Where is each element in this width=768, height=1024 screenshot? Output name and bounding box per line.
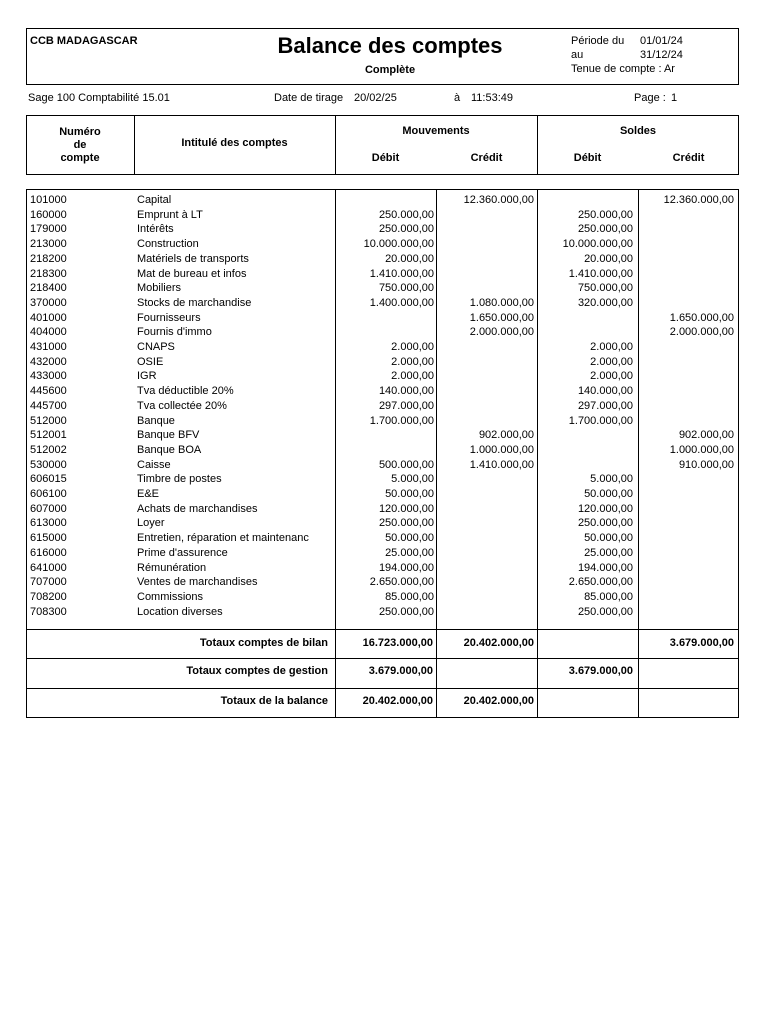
solde-debit: 85.000,00 (584, 590, 633, 603)
col-intitule: Intitulé des comptes (181, 137, 288, 149)
solde-debit: 2.000,00 (590, 370, 633, 383)
account-number: 530000 (30, 458, 67, 471)
total-bilan-mvt-debit: 16.723.000,00 (362, 637, 433, 649)
mvt-credit: 2.000.000,00 (469, 326, 534, 339)
print-time-value: 11:53:49 (471, 92, 514, 104)
table-row (26, 311, 739, 326)
solde-debit: 250.000,00 (577, 517, 633, 530)
account-label: Ventes de marchandises (137, 576, 258, 589)
row-divider (26, 629, 739, 630)
mvt-debit: 250.000,00 (378, 517, 434, 530)
solde-debit: 10.000.000,00 (562, 238, 633, 251)
solde-debit: 50.000,00 (584, 532, 633, 545)
account-number: 404000 (30, 326, 67, 339)
report-title: Balance des comptes (277, 33, 503, 58)
mvt-debit: 500.000,00 (378, 458, 434, 471)
account-number: 606100 (30, 488, 67, 500)
solde-debit: 194.000,00 (577, 561, 633, 574)
account-number: 445600 (30, 385, 67, 398)
mvt-debit: 250.000,00 (378, 223, 434, 236)
account-number: 615000 (30, 532, 67, 545)
account-label: Caisse (137, 458, 171, 471)
mvt-debit: 2.650.000,00 (369, 576, 434, 589)
solde-debit: 297.000,00 (577, 399, 633, 412)
account-label: Commissions (137, 590, 204, 603)
solde-credit: 1.000.000,00 (669, 443, 734, 456)
mvt-debit: 120.000,00 (378, 502, 434, 515)
mvt-debit: 1.410.000,00 (369, 267, 434, 280)
mvt-debit: 1.700.000,00 (369, 414, 434, 427)
account-label: Emprunt à LT (137, 208, 203, 221)
col-solde-credit: Crédit (672, 152, 705, 164)
table-row (26, 355, 739, 370)
mvt-credit: 12.360.000,00 (463, 194, 534, 206)
total-balance-label: Totaux de la balance (220, 695, 328, 707)
account-number: 707000 (30, 576, 67, 589)
account-label: Capital (137, 194, 172, 206)
solde-credit: 1.650.000,00 (669, 311, 734, 324)
account-number: 445700 (30, 399, 67, 412)
mvt-debit: 140.000,00 (378, 385, 434, 398)
account-label: Intérêts (137, 223, 174, 236)
print-date-label: Date de tirage (274, 92, 344, 104)
total-balance-mvt-credit: 20.402.000,00 (463, 695, 534, 707)
account-label: Banque BOA (137, 443, 202, 456)
mvt-debit: 2.000,00 (391, 370, 434, 383)
account-number: 613000 (30, 517, 67, 530)
account-number: 218200 (30, 252, 67, 265)
col-numero: Numéro (59, 126, 101, 138)
solde-debit: 1.700.000,00 (568, 414, 633, 427)
mvt-credit: 902.000,00 (478, 429, 534, 442)
account-label: Loyer (137, 517, 165, 530)
table-row (26, 399, 739, 414)
account-number: 431000 (30, 341, 67, 353)
table-row (26, 516, 739, 531)
solde-debit: 140.000,00 (577, 385, 633, 398)
account-label: Fournisseurs (137, 311, 201, 324)
table-row (26, 605, 739, 620)
account-number: 512001 (30, 429, 67, 442)
table-row (26, 296, 739, 311)
table-row (26, 193, 739, 208)
account-label: Stocks de marchandise (137, 296, 252, 309)
account-number: 370000 (30, 296, 67, 309)
col-compte: compte (60, 152, 100, 164)
account-label: Mat de bureau et infos (137, 267, 247, 280)
table-row (26, 531, 739, 546)
software-version: Sage 100 Comptabilité 15.01 (28, 92, 170, 104)
mvt-debit: 25.000,00 (385, 546, 434, 559)
page-number: 1 (671, 92, 678, 104)
account-number: 160000 (30, 208, 67, 221)
total-gestion-solde-debit: 3.679.000,00 (568, 665, 633, 677)
table-row (26, 325, 739, 340)
mvt-debit: 2.000,00 (391, 355, 434, 368)
solde-debit: 2.000,00 (590, 355, 633, 368)
solde-debit: 50.000,00 (584, 488, 633, 500)
account-number: 708300 (30, 605, 67, 618)
account-number: 641000 (30, 561, 67, 574)
mvt-debit: 50.000,00 (385, 488, 434, 500)
solde-debit: 320.000,00 (577, 296, 633, 309)
mvt-debit: 250.000,00 (378, 208, 434, 221)
col-de: de (73, 139, 87, 151)
solde-credit: 12.360.000,00 (663, 194, 734, 206)
account-label: Rémunération (137, 561, 207, 574)
account-number: 606015 (30, 473, 67, 486)
account-label: Entretien, réparation et maintenanc (137, 532, 309, 545)
col-solde-debit: Débit (573, 152, 602, 164)
mvt-credit: 1.000.000,00 (469, 443, 534, 456)
table-row (26, 340, 739, 355)
account-label: Tva collectée 20% (137, 399, 227, 412)
solde-debit: 5.000,00 (590, 473, 633, 486)
solde-debit: 250.000,00 (577, 208, 633, 221)
mvt-debit: 85.000,00 (385, 590, 434, 603)
table-row (26, 472, 739, 487)
table-row (26, 487, 739, 502)
period-from-label: Période du (571, 35, 625, 47)
page-label: Page : (634, 92, 666, 104)
mvt-debit: 250.000,00 (378, 605, 434, 618)
row-divider (26, 658, 739, 659)
table-row (26, 428, 739, 443)
total-gestion-label: Totaux comptes de gestion (186, 665, 328, 677)
mvt-debit: 750.000,00 (378, 282, 434, 295)
table-row (26, 590, 739, 605)
account-label: Construction (137, 238, 199, 251)
mvt-debit: 1.400.000,00 (369, 296, 434, 309)
account-number: 218400 (30, 282, 67, 295)
account-label: Mobiliers (137, 282, 182, 295)
column-divider (335, 115, 336, 175)
table-row (26, 546, 739, 561)
table-row (26, 443, 739, 458)
table-row (26, 281, 739, 296)
mvt-credit: 1.650.000,00 (469, 311, 534, 324)
account-label: CNAPS (137, 341, 175, 353)
solde-credit: 902.000,00 (678, 429, 734, 442)
account-number: 179000 (30, 223, 67, 236)
account-number: 708200 (30, 590, 67, 603)
mvt-debit: 297.000,00 (378, 399, 434, 412)
solde-debit: 120.000,00 (577, 502, 633, 515)
account-number: 433000 (30, 370, 67, 383)
company-name: CCB MADAGASCAR (30, 35, 138, 47)
solde-debit: 2.000,00 (590, 341, 633, 353)
col-mvt-debit: Débit (371, 152, 400, 164)
mvt-debit: 2.000,00 (391, 341, 434, 353)
table-row (26, 252, 739, 267)
print-date-value: 20/02/25 (354, 92, 397, 104)
table-row (26, 458, 739, 473)
table-row (26, 414, 739, 429)
currency-label: Tenue de compte : Ar (571, 63, 675, 75)
mvt-credit: 1.410.000,00 (469, 458, 534, 471)
account-label: Banque (137, 414, 175, 427)
account-label: IGR (137, 370, 157, 383)
account-number: 512000 (30, 414, 67, 427)
account-label: Location diverses (137, 605, 223, 618)
account-number: 213000 (30, 238, 67, 251)
mvt-debit: 194.000,00 (378, 561, 434, 574)
report-subtitle: Complète (364, 64, 416, 76)
account-number: 432000 (30, 355, 67, 368)
account-number: 616000 (30, 546, 67, 559)
solde-debit: 20.000,00 (584, 252, 633, 265)
total-bilan-mvt-credit: 20.402.000,00 (463, 637, 534, 649)
period-to-label: au (571, 49, 584, 61)
account-label: OSIE (137, 355, 164, 368)
account-number: 512002 (30, 443, 67, 456)
solde-debit: 2.650.000,00 (568, 576, 633, 589)
table-row (26, 267, 739, 282)
total-gestion-mvt-debit: 3.679.000,00 (368, 665, 433, 677)
account-number: 607000 (30, 502, 67, 515)
account-label: Timbre de postes (137, 473, 222, 486)
solde-credit: 2.000.000,00 (669, 326, 734, 339)
account-label: Tva déductible 20% (137, 385, 234, 398)
period-to-value: 31/12/24 (640, 49, 683, 61)
mvt-debit: 5.000,00 (391, 473, 434, 486)
table-row (26, 561, 739, 576)
account-number: 218300 (30, 267, 67, 280)
solde-credit: 910.000,00 (678, 458, 734, 471)
account-label: E&E (137, 488, 160, 500)
account-label: Achats de marchandises (137, 502, 258, 515)
mvt-debit: 50.000,00 (385, 532, 434, 545)
mvt-debit: 20.000,00 (385, 252, 434, 265)
table-row (26, 208, 739, 223)
account-label: Prime d'assurence (137, 546, 228, 559)
table-row (26, 237, 739, 252)
mvt-credit: 1.080.000,00 (469, 296, 534, 309)
period-from-value: 01/01/24 (640, 35, 683, 47)
table-row (26, 575, 739, 590)
total-balance-mvt-debit: 20.402.000,00 (362, 695, 433, 707)
table-row (26, 222, 739, 237)
col-soldes: Soldes (619, 125, 657, 137)
solde-debit: 250.000,00 (577, 605, 633, 618)
account-label: Matériels de transports (137, 252, 249, 265)
total-bilan-solde-credit: 3.679.000,00 (669, 637, 734, 649)
account-number: 401000 (30, 311, 67, 324)
account-label: Fournis d'immo (137, 326, 212, 339)
column-divider (537, 115, 538, 175)
mvt-debit: 10.000.000,00 (363, 238, 434, 251)
table-row (26, 384, 739, 399)
row-divider (26, 688, 739, 689)
solde-debit: 1.410.000,00 (568, 267, 633, 280)
print-time-label: à (454, 92, 461, 104)
col-mvt-credit: Crédit (470, 152, 503, 164)
account-label: Banque BFV (137, 429, 200, 442)
solde-debit: 750.000,00 (577, 282, 633, 295)
solde-debit: 250.000,00 (577, 223, 633, 236)
table-row (26, 502, 739, 517)
table-row (26, 369, 739, 384)
col-mouvements: Mouvements (402, 125, 470, 137)
total-bilan-label: Totaux comptes de bilan (199, 637, 328, 649)
account-number: 101000 (30, 194, 67, 206)
solde-debit: 25.000,00 (584, 546, 633, 559)
